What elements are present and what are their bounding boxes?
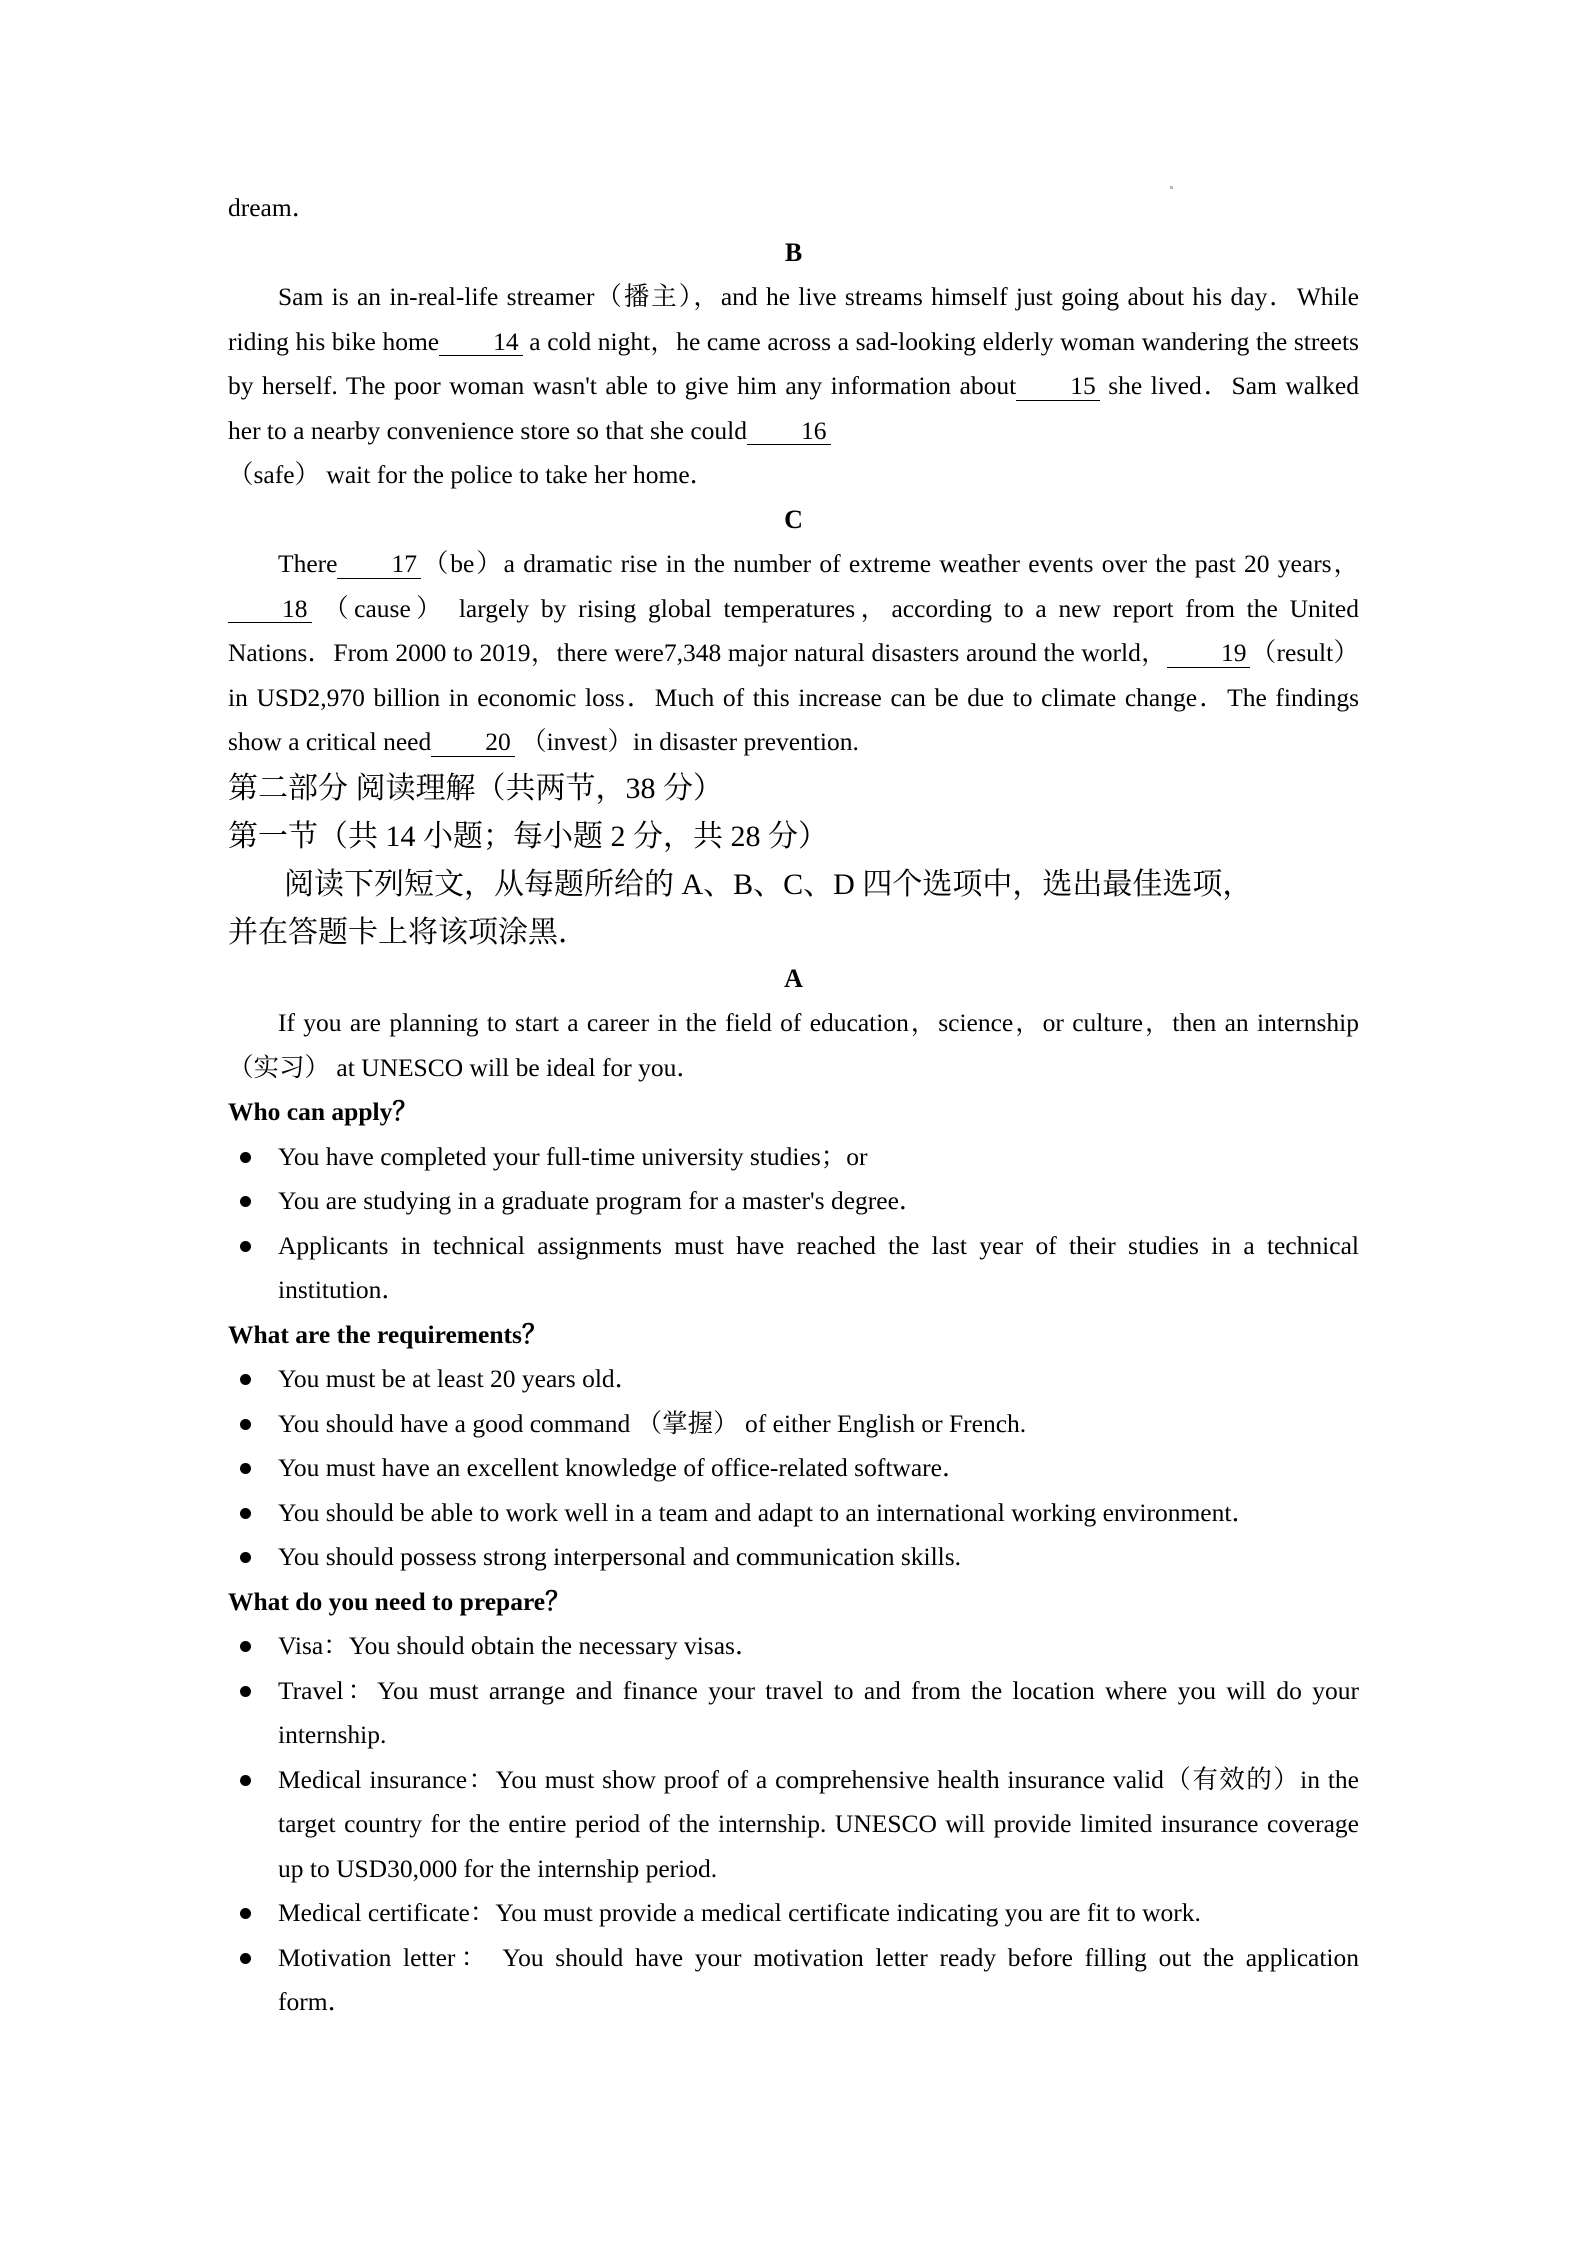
- list-item: [228, 1535, 1359, 1580]
- list-item: [228, 1758, 1359, 1892]
- passage-a-label: A: [784, 963, 803, 993]
- list-item: [228, 1936, 1359, 2025]
- passage-b-text-3: she lived．Sam walked her to a nearby convenience store so that she could: [228, 371, 1360, 445]
- bullet-icon: [240, 1196, 251, 1207]
- heading-prepare: What do you need to prepare？: [228, 1586, 571, 1616]
- list-item-text: You must be at least 20 years old．: [278, 1364, 641, 1393]
- list-who-can-apply: [228, 1135, 1359, 1313]
- list-item: [228, 1224, 1359, 1313]
- list-item-text: Medical certificate：You must provide a medical certificate indicating you are fit to work.: [278, 1898, 1201, 1927]
- bullet-icon: [240, 1775, 251, 1786]
- list-item-text: You should possess strong interpersonal and communication skills.: [278, 1542, 962, 1571]
- instruction-line-2: 并在答题卡上将该项涂黑．: [228, 915, 588, 949]
- passage-c-text-1: There: [278, 549, 338, 578]
- list-item-text: Motivation letter： You should have your motivation letter ready before filling out the application form．: [278, 1942, 1359, 2016]
- blank-20[interactable]: 20: [431, 729, 515, 757]
- bullet-icon: [240, 1641, 251, 1652]
- passage-c-body: [228, 542, 1359, 765]
- bullet-icon: [240, 1552, 251, 1563]
- list-item-text: You have completed your full-time university studies；or: [278, 1141, 868, 1171]
- list-item-text: You must have an excellent knowledge of office-related software．: [278, 1453, 968, 1482]
- list-item: [228, 1135, 1359, 1180]
- bullet-icon: [240, 1508, 251, 1519]
- continued-sentence: dream．: [228, 193, 318, 222]
- section-label-b: B: [784, 237, 803, 267]
- list-item: [228, 1891, 1359, 1936]
- instruction-line-1: 阅读下列短文，从每题所给的 A、B、C、D 四个选项中，选出最佳选项，: [284, 867, 1253, 901]
- bullet-icon: [240, 1374, 251, 1385]
- blank-18[interactable]: 18: [228, 596, 312, 624]
- bullet-icon: [240, 1908, 251, 1919]
- list-item-text: Applicants in technical assignments must have reached the last year of their studies in a technical institution．: [278, 1230, 1359, 1304]
- list-item: [228, 1624, 1359, 1669]
- passage-b-text-2: a cold night，he came across a sad-looking elderly woman wandering the streets by herself. The poor woman wasn't able to give him any information about: [228, 326, 1359, 400]
- bullet-icon: [240, 1953, 251, 1964]
- list-item: [228, 1446, 1359, 1491]
- section-one-title: 第一节（共 14 小题；每小题 2 分，共 28 分）: [228, 819, 828, 853]
- passage-c-text-4: （result） in USD2,970 billion in economic loss．Much of this increase can be due to climate change．The findings show a critical need: [228, 638, 1359, 756]
- bullet-icon: [240, 1686, 251, 1697]
- bullet-icon: [240, 1463, 251, 1474]
- part-two-title: 第二部分 阅读理解（共两节，38 分）: [228, 771, 723, 805]
- heading-who-can-apply: Who can apply？: [228, 1097, 418, 1126]
- list-prepare: [228, 1624, 1359, 2025]
- bullet-icon: [240, 1241, 251, 1252]
- list-item: [228, 1491, 1359, 1536]
- blank-16[interactable]: 16: [747, 418, 831, 446]
- passage-c-text-2: （be）a dramatic rise in the number of extreme weather events over the past 20 years，: [420, 549, 1359, 578]
- list-item-text: You should be able to work well in a team and adapt to an international working environment．: [278, 1497, 1257, 1527]
- list-item: [228, 1357, 1359, 1402]
- blank-19[interactable]: 19: [1167, 640, 1251, 668]
- passage-c-text-5: （invest）in disaster prevention.: [521, 727, 859, 756]
- list-item-text: Medical insurance：You must show proof of a comprehensive health insurance valid（有效的）in the target country for the entire period of the internship. UNESCO will provide limited insurance coverage up to USD30,000 for the internship period.: [278, 1764, 1359, 1883]
- passage-a-intro: If you are planning to start a career in the field of education，science，or culture，then an internship（实习） at UNESCO will be ideal for you．: [228, 1008, 1359, 1082]
- blank-14[interactable]: 14: [439, 329, 523, 357]
- list-requirements: [228, 1357, 1359, 1580]
- passage-b-text-1: Sam is an in-real-life streamer（播主），and he live streams himself just going about his day．While riding his bike home: [228, 282, 1359, 356]
- heading-requirements: What are the requirements？: [228, 1319, 548, 1349]
- passage-b-body-end: （safe） wait for the police to take her home．: [228, 460, 716, 489]
- passage-b-body: [228, 275, 1359, 453]
- passage-c-text-3: （cause） largely by rising global temperatures，according to a new report from the United Nations．From 2000 to 2019，there were7,348 major natural disasters around the world，: [228, 593, 1359, 667]
- list-item-text: Travel：You must arrange and finance your travel to and from the location where you will do your internship.: [278, 1675, 1359, 1749]
- page-speck: [1170, 186, 1173, 189]
- bullet-icon: [240, 1152, 251, 1163]
- list-item: [228, 1402, 1359, 1447]
- list-item-text: You are studying in a graduate program for a master's degree．: [278, 1186, 925, 1215]
- blank-17[interactable]: 17: [337, 551, 421, 579]
- bullet-icon: [240, 1419, 251, 1430]
- list-item-text: You should have a good command （掌握） of either English or French.: [278, 1408, 1027, 1438]
- blank-15[interactable]: 15: [1016, 373, 1100, 401]
- list-item-text: Visa：You should obtain the necessary visas．: [278, 1631, 761, 1660]
- list-item: [228, 1669, 1359, 1758]
- section-label-c: C: [784, 504, 803, 534]
- list-item: [228, 1179, 1359, 1224]
